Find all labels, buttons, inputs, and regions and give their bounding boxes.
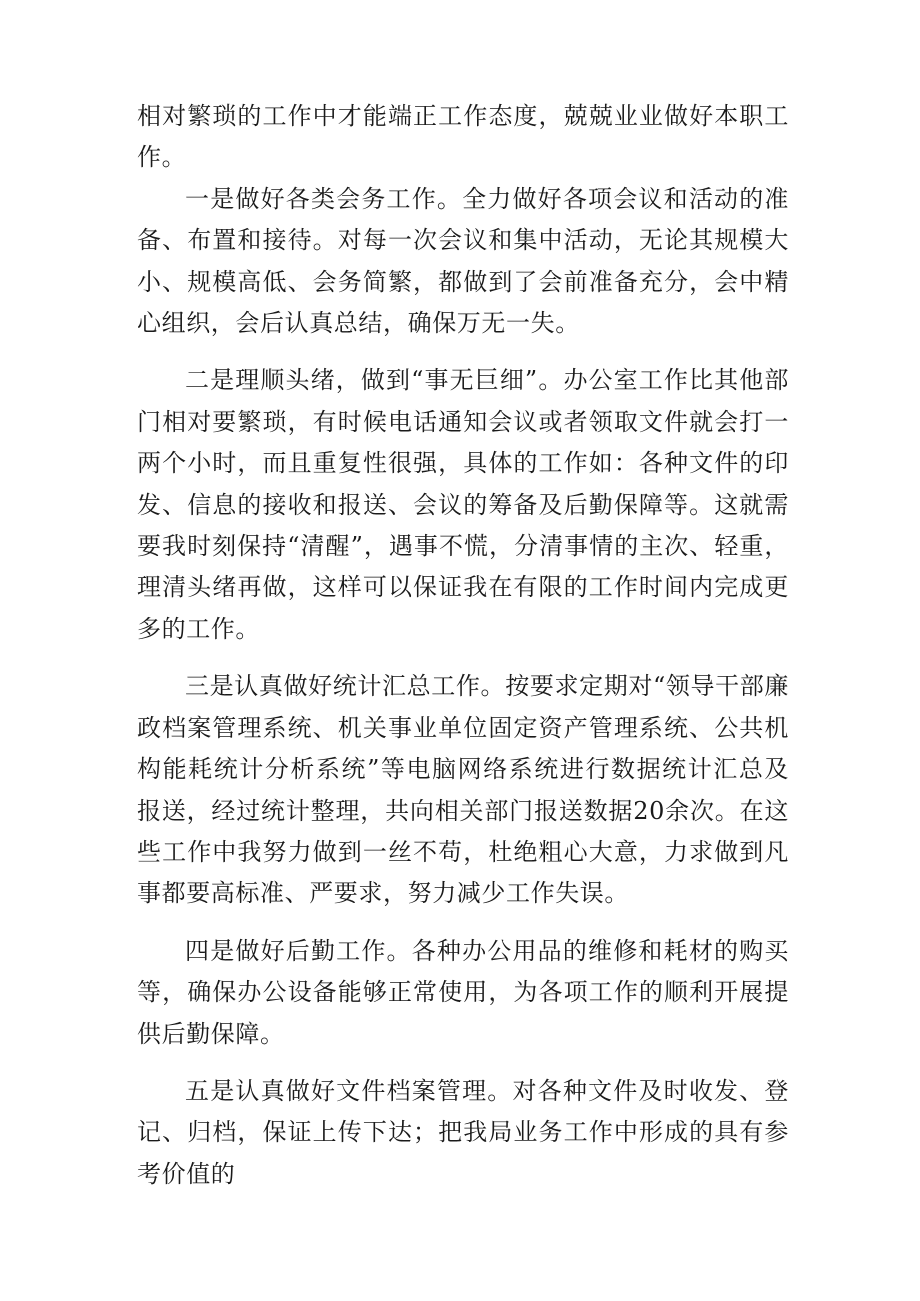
- paragraph-organize-tasks: 二是理顺头绪，做到“事无巨细”。办公室工作比其他部门相对要繁琐，有时候电话通知会议或者领取文件就会打一两个小时，而且重复性很强，具体的工作如：各种文件的印发、信息的接收和报送、会议的筹备及后勤保障等。这就需要我时刻保持“清醒”，遇事不慌，分清事情的主次、轻重，理清头绪再做，这样可以保证我在有限的工作时间内完成更多的工作。: [137, 366, 789, 643]
- paragraph-statistics-work: 三是认真做好统计汇总工作。按要求定期对“领导干部廉政档案管理系统、机关事业单位固定资产管理系统、公共机构能耗统计分析系统”等电脑网络系统进行数据统计汇总及报送，经过统计整理，共向相关部门报送数据20余次。在这些工作中我努力做到一丝不苟，杜绝粗心大意，力求做到凡事都要高标准、严要求，努力减少工作失误。: [137, 672, 789, 908]
- paragraph-logistics-work: 四是做好后勤工作。各种办公用品的维修和耗材的购买等，确保办公设备能够正常使用，为各项工作的顺利开展提供后勤保障。: [137, 936, 789, 1048]
- paragraph-continuation: 相对繁琐的工作中才能端正工作态度，兢兢业业做好本职工作。: [137, 102, 789, 172]
- paragraph-archive-management: 五是认真做好文件档案管理。对各种文件及时收发、登记、归档，保证上传下达；把我局业务工作中形成的具有参考价值的: [137, 1076, 789, 1188]
- paragraph-meeting-work: 一是做好各类会务工作。全力做好各项会议和活动的准备、布置和接待。对每一次会议和集中活动，无论其规模大小、规模高低、会务简繁，都做到了会前准备充分，会中精心组织，会后认真总结，确保万无一失。: [137, 184, 789, 338]
- document-body: [137, 96, 789, 1195]
